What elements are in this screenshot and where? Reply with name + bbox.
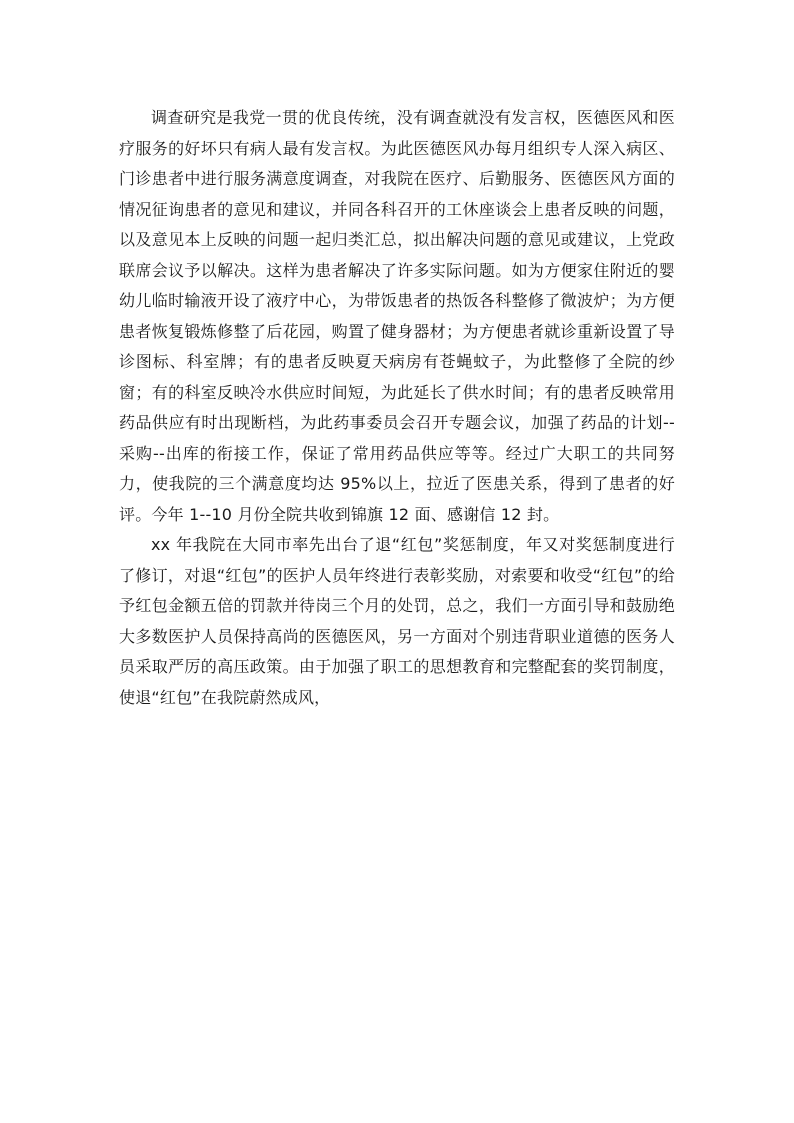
paragraph-red-envelope: xx 年我院在大同市率先出台了退“红包”奖惩制度，年又对奖惩制度进行了修订，对退“红包”的医护人员年终进行表彰奖励，对索要和收受“红包”的给予红包金额五倍的罚款并待岗三个月的处罚，总之，我们一方面引导和鼓励绝大多数医护人员保持高尚的医德医风，另一方面对个别违背职业道德的医务人员采取严厉的高压政策。由于加强了职工的思想教育和完整配套的奖罚制度，使退“红包”在我院蔚然成风， [119, 535, 675, 707]
document-body [119, 103, 675, 713]
paragraph-survey: 调查研究是我党一贯的优良传统，没有调查就没有发言权，医德医风和医疗服务的好坏只有病人最有发言权。为此医德医风办每月组织专人深入病区、门诊患者中进行服务满意度调查，对我院在医疗、后勤服务、医德医风方面的情况征询患者的意见和建议，并同各科召开的工休座谈会上患者反映的问题，以及意见本上反映的问题一起归类汇总，拟出解决问题的意见或建议，上党政联席会议予以解决。这样为患者解决了许多实际问题。如为方便家住附近的婴幼儿临时输液开设了液疗中心，为带饭患者的热饭各科整修了微波炉；为方便患者恢复锻炼修整了后花园，购置了健身器材；为方便患者就诊重新设置了导诊图标、科室牌；有的患者反映夏天病房有苍蝇蚊子，为此整修了全院的纱窗；有的科室反映冷水供应时间短，为此延长了供水时间；有的患者反映常用药品供应有时出现断档，为此药事委员会召开专题会议，加强了药品的计划--采购--出库的衔接工作，保证了常用药品供应等等。经过广大职工的共同努力，使我院的三个满意度均达 95%以上，拉近了医患关系，得到了患者的好评。今年 1--10 月份全院共收到锦旗 12 面、感谢信 12 封。 [119, 108, 675, 524]
